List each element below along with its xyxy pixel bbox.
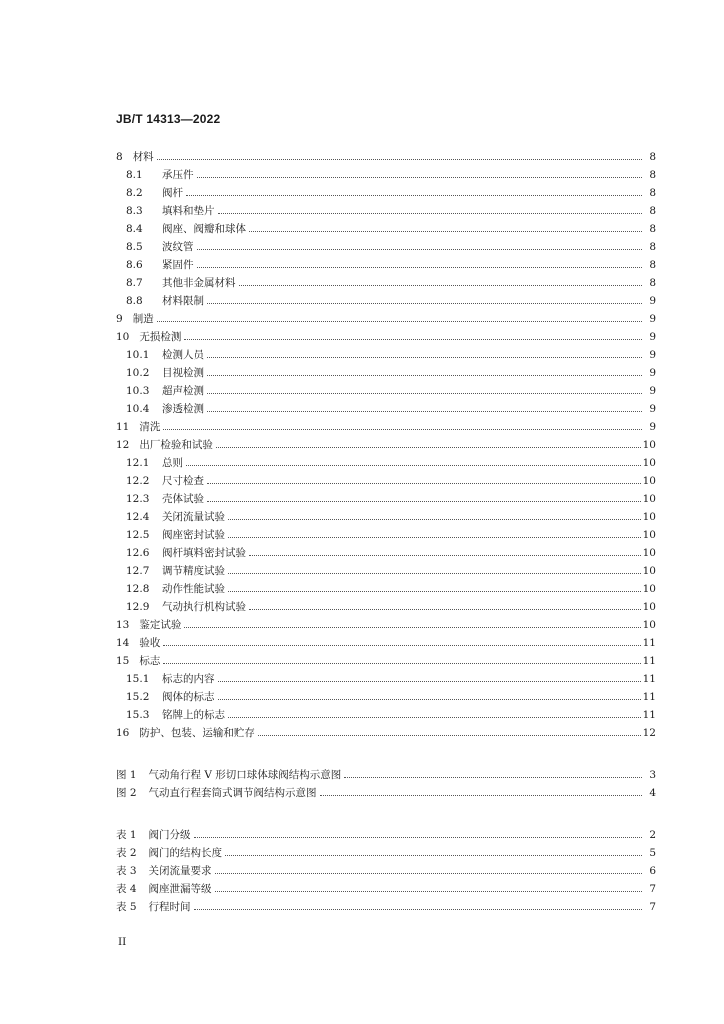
toc-entry-page: 11 bbox=[642, 655, 656, 667]
table-entry-page: 7 bbox=[649, 901, 656, 913]
dot-leader bbox=[218, 699, 641, 700]
toc-entry-page: 10 bbox=[642, 439, 656, 451]
toc-entry[interactable] bbox=[116, 271, 656, 289]
toc-entry[interactable] bbox=[116, 145, 656, 163]
toc-entry[interactable] bbox=[116, 631, 656, 649]
toc-entry[interactable] bbox=[116, 559, 656, 577]
toc-entry-title: 防护、包装、运输和贮存 bbox=[139, 727, 255, 739]
toc-entry[interactable] bbox=[116, 577, 656, 595]
toc-entry-number: 8.3 bbox=[126, 205, 143, 217]
toc-entry-number: 12.2 bbox=[126, 475, 150, 487]
toc-entry[interactable] bbox=[116, 487, 656, 505]
table-entry-title: 阀门分级 bbox=[148, 829, 191, 841]
figure-entry[interactable] bbox=[116, 781, 656, 799]
dot-leader bbox=[184, 627, 640, 628]
toc-entry-number: 12.5 bbox=[126, 529, 150, 541]
table-of-contents bbox=[116, 145, 656, 913]
table-entry-title: 关闭流量要求 bbox=[148, 865, 212, 877]
table-entry-title: 阀门的结构长度 bbox=[148, 847, 223, 859]
toc-entry-number: 8 bbox=[116, 151, 123, 163]
table-entry[interactable] bbox=[116, 823, 656, 841]
figure-list bbox=[116, 763, 656, 799]
toc-entry-page: 9 bbox=[649, 421, 656, 433]
toc-entry-page: 8 bbox=[649, 277, 656, 289]
toc-entry[interactable] bbox=[116, 703, 656, 721]
toc-entry[interactable] bbox=[116, 235, 656, 253]
dot-leader bbox=[194, 909, 642, 910]
dot-leader bbox=[228, 573, 641, 574]
toc-entries bbox=[116, 145, 656, 739]
toc-entry[interactable] bbox=[116, 253, 656, 271]
dot-leader bbox=[218, 213, 643, 214]
dot-leader bbox=[228, 717, 641, 718]
toc-entry-title: 阀体的标志 bbox=[162, 691, 215, 703]
dot-leader bbox=[344, 777, 642, 778]
toc-entry-page: 9 bbox=[649, 313, 656, 325]
toc-entry-title: 阀座密封试验 bbox=[162, 529, 225, 541]
toc-entry-number: 15.1 bbox=[126, 673, 150, 685]
dot-leader bbox=[207, 393, 642, 394]
dot-leader bbox=[197, 267, 643, 268]
dot-leader bbox=[197, 177, 643, 178]
dot-leader bbox=[249, 609, 641, 610]
toc-entry-title: 调节精度试验 bbox=[162, 565, 225, 577]
section-gap bbox=[116, 739, 656, 763]
table-entry[interactable] bbox=[116, 841, 656, 859]
toc-entry-page: 8 bbox=[649, 205, 656, 217]
dot-leader bbox=[228, 591, 641, 592]
dot-leader bbox=[184, 339, 642, 340]
toc-entry[interactable] bbox=[116, 379, 656, 397]
toc-entry[interactable] bbox=[116, 595, 656, 613]
page-number: II bbox=[118, 936, 127, 948]
toc-entry[interactable] bbox=[116, 541, 656, 559]
toc-entry-page: 10 bbox=[642, 475, 656, 487]
toc-entry-number: 8.7 bbox=[126, 277, 143, 289]
toc-entry-page: 8 bbox=[649, 259, 656, 271]
dot-leader bbox=[207, 375, 642, 376]
toc-entry[interactable] bbox=[116, 613, 656, 631]
toc-entry-number: 10.4 bbox=[126, 403, 150, 415]
toc-entry-number: 12.8 bbox=[126, 583, 150, 595]
toc-entry-page: 9 bbox=[649, 385, 656, 397]
dot-leader bbox=[163, 429, 642, 430]
table-entry-number: 表 4 bbox=[116, 883, 137, 895]
dot-leader bbox=[207, 411, 642, 412]
toc-entry-title: 标志 bbox=[139, 655, 161, 667]
toc-entry-number: 12.9 bbox=[126, 601, 150, 613]
toc-entry-title: 气动执行机构试验 bbox=[162, 601, 246, 613]
toc-entry-title: 关闭流量试验 bbox=[162, 511, 225, 523]
toc-entry-title: 渗透检测 bbox=[162, 403, 204, 415]
toc-entry-title: 壳体试验 bbox=[162, 493, 204, 505]
toc-entry-title: 制造 bbox=[132, 313, 154, 325]
toc-entry-title: 动作性能试验 bbox=[162, 583, 225, 595]
toc-entry[interactable] bbox=[116, 685, 656, 703]
dot-leader bbox=[207, 483, 641, 484]
toc-entry-number: 13 bbox=[116, 619, 130, 631]
toc-entry-number: 10.1 bbox=[126, 349, 150, 361]
table-entry-page: 2 bbox=[649, 829, 656, 841]
toc-entry[interactable] bbox=[116, 397, 656, 415]
dot-leader bbox=[215, 891, 642, 892]
toc-entry-title: 承压件 bbox=[162, 169, 194, 181]
dot-leader bbox=[207, 303, 642, 304]
toc-entry-title: 阀杆填料密封试验 bbox=[162, 547, 246, 559]
toc-entry-title: 尺寸检查 bbox=[162, 475, 204, 487]
toc-entry[interactable] bbox=[116, 217, 656, 235]
dot-leader bbox=[163, 645, 640, 646]
toc-entry[interactable] bbox=[116, 451, 656, 469]
table-entry[interactable] bbox=[116, 895, 656, 913]
table-entry-page: 7 bbox=[649, 883, 656, 895]
table-entry[interactable] bbox=[116, 859, 656, 877]
section-gap bbox=[116, 799, 656, 823]
table-list bbox=[116, 823, 656, 913]
toc-entry-title: 鉴定试验 bbox=[139, 619, 182, 631]
dot-leader bbox=[157, 159, 642, 160]
table-entry-number: 表 3 bbox=[116, 865, 137, 877]
table-entry-page: 6 bbox=[649, 865, 656, 877]
toc-entry-page: 11 bbox=[642, 691, 656, 703]
dot-leader bbox=[228, 519, 641, 520]
toc-entry-page: 11 bbox=[642, 637, 656, 649]
toc-entry-number: 16 bbox=[116, 727, 130, 739]
toc-entry-title: 阀杆 bbox=[162, 187, 183, 199]
toc-entry-page: 9 bbox=[649, 403, 656, 415]
toc-entry-number: 15 bbox=[116, 655, 130, 667]
toc-entry-page: 10 bbox=[642, 547, 656, 559]
figure-entry-number: 图 2 bbox=[116, 787, 137, 799]
table-entry[interactable] bbox=[116, 877, 656, 895]
toc-entry[interactable] bbox=[116, 649, 656, 667]
figure-entry-page: 4 bbox=[649, 787, 656, 799]
toc-entry-number: 8.1 bbox=[126, 169, 143, 181]
toc-entry-page: 10 bbox=[642, 457, 656, 469]
toc-entry[interactable] bbox=[116, 433, 656, 451]
toc-entry-title: 验收 bbox=[139, 637, 161, 649]
toc-entry-number: 12.7 bbox=[126, 565, 150, 577]
table-entry-title: 行程时间 bbox=[148, 901, 191, 913]
document-code: JB/T 14313—2022 bbox=[116, 112, 221, 126]
toc-entry-number: 12 bbox=[116, 439, 130, 451]
dot-leader bbox=[218, 681, 641, 682]
toc-entry[interactable] bbox=[116, 505, 656, 523]
toc-entry-number: 12.6 bbox=[126, 547, 150, 559]
toc-entry-page: 8 bbox=[649, 187, 656, 199]
toc-entry[interactable] bbox=[116, 181, 656, 199]
toc-entry-page: 9 bbox=[649, 331, 656, 343]
toc-entry-number: 14 bbox=[116, 637, 130, 649]
dot-leader bbox=[215, 873, 642, 874]
toc-entry-title: 目视检测 bbox=[162, 367, 204, 379]
toc-entry-page: 8 bbox=[649, 241, 656, 253]
toc-entry-number: 10 bbox=[116, 331, 130, 343]
toc-entry-number: 10.2 bbox=[126, 367, 150, 379]
dot-leader bbox=[239, 285, 643, 286]
toc-entry[interactable] bbox=[116, 361, 656, 379]
toc-entry[interactable] bbox=[116, 325, 656, 343]
toc-entry-page: 9 bbox=[649, 295, 656, 307]
toc-entry-number: 15.2 bbox=[126, 691, 150, 703]
toc-entry-title: 材料 bbox=[132, 151, 154, 163]
toc-entry-number: 11 bbox=[116, 421, 130, 433]
toc-entry[interactable] bbox=[116, 415, 656, 433]
toc-entry-title: 出厂检验和试验 bbox=[139, 439, 213, 451]
toc-entry-page: 10 bbox=[642, 511, 656, 523]
toc-entry-page: 10 bbox=[642, 619, 656, 631]
toc-entry-number: 15.3 bbox=[126, 709, 150, 721]
toc-entry-number: 8.8 bbox=[126, 295, 143, 307]
toc-entry[interactable] bbox=[116, 667, 656, 685]
toc-entry-title: 其他非金属材料 bbox=[162, 277, 236, 289]
toc-entry-title: 清洗 bbox=[139, 421, 161, 433]
toc-entry-page: 9 bbox=[649, 367, 656, 379]
toc-entry-page: 11 bbox=[642, 709, 656, 721]
dot-leader bbox=[207, 501, 641, 502]
dot-leader bbox=[157, 321, 642, 322]
toc-entry[interactable] bbox=[116, 343, 656, 361]
dot-leader bbox=[258, 735, 641, 736]
toc-entry-title: 无损检测 bbox=[139, 331, 182, 343]
toc-entry-title: 波纹管 bbox=[162, 241, 194, 253]
dot-leader bbox=[320, 795, 642, 796]
dot-leader bbox=[216, 447, 641, 448]
toc-entry-page: 10 bbox=[642, 565, 656, 577]
dot-leader bbox=[186, 465, 641, 466]
toc-entry-title: 材料限制 bbox=[162, 295, 204, 307]
toc-entry-page: 10 bbox=[642, 583, 656, 595]
figure-entry-page: 3 bbox=[649, 769, 656, 781]
toc-entry-title: 超声检测 bbox=[162, 385, 204, 397]
toc-entry-title: 标志的内容 bbox=[162, 673, 215, 685]
toc-entry-number: 12.4 bbox=[126, 511, 150, 523]
toc-entry-number: 8.5 bbox=[126, 241, 143, 253]
toc-entry-number: 12.3 bbox=[126, 493, 150, 505]
figure-entry-title: 气动角行程 V 形切口球体球阀结构示意图 bbox=[148, 769, 342, 781]
figure-entry-number: 图 1 bbox=[116, 769, 137, 781]
dot-leader bbox=[228, 537, 641, 538]
toc-entry[interactable] bbox=[116, 163, 656, 181]
toc-entry-page: 10 bbox=[642, 493, 656, 505]
toc-entry-title: 检测人员 bbox=[162, 349, 204, 361]
table-entry-number: 表 2 bbox=[116, 847, 137, 859]
table-entry-page: 5 bbox=[649, 847, 656, 859]
toc-entry-number: 8.4 bbox=[126, 223, 143, 235]
toc-entry-page: 11 bbox=[642, 673, 656, 685]
dot-leader bbox=[194, 837, 642, 838]
toc-entry-page: 9 bbox=[649, 349, 656, 361]
toc-entry[interactable] bbox=[116, 721, 656, 739]
toc-entry[interactable] bbox=[116, 469, 656, 487]
toc-entry-number: 8.2 bbox=[126, 187, 143, 199]
dot-leader bbox=[186, 195, 642, 196]
toc-entry[interactable] bbox=[116, 289, 656, 307]
toc-entry-title: 阀座、阀瓣和球体 bbox=[162, 223, 246, 235]
toc-entry-number: 10.3 bbox=[126, 385, 150, 397]
dot-leader bbox=[163, 663, 640, 664]
table-entry-number: 表 1 bbox=[116, 829, 137, 841]
toc-entry-number: 12.1 bbox=[126, 457, 150, 469]
toc-entry-page: 12 bbox=[642, 727, 656, 739]
toc-entry[interactable] bbox=[116, 199, 656, 217]
table-entry-number: 表 5 bbox=[116, 901, 137, 913]
toc-entry-title: 总则 bbox=[162, 457, 183, 469]
dot-leader bbox=[249, 231, 642, 232]
toc-entry-page: 10 bbox=[642, 529, 656, 541]
toc-entry[interactable] bbox=[116, 307, 656, 325]
toc-entry-page: 8 bbox=[649, 223, 656, 235]
table-entry-title: 阀座泄漏等级 bbox=[148, 883, 212, 895]
toc-entry-page: 8 bbox=[649, 151, 656, 163]
toc-entry-number: 8.6 bbox=[126, 259, 143, 271]
toc-entry-title: 铭牌上的标志 bbox=[162, 709, 225, 721]
figure-entry[interactable] bbox=[116, 763, 656, 781]
toc-entry-title: 紧固件 bbox=[162, 259, 194, 271]
toc-entry-number: 9 bbox=[116, 313, 123, 325]
dot-leader bbox=[197, 249, 643, 250]
dot-leader bbox=[207, 357, 642, 358]
dot-leader bbox=[249, 555, 641, 556]
figure-entry-title: 气动直行程套筒式调节阀结构示意图 bbox=[148, 787, 317, 799]
dot-leader bbox=[225, 855, 642, 856]
toc-entry-title: 填料和垫片 bbox=[162, 205, 215, 217]
toc-entry[interactable] bbox=[116, 523, 656, 541]
toc-entry-page: 10 bbox=[642, 601, 656, 613]
toc-entry-page: 8 bbox=[649, 169, 656, 181]
